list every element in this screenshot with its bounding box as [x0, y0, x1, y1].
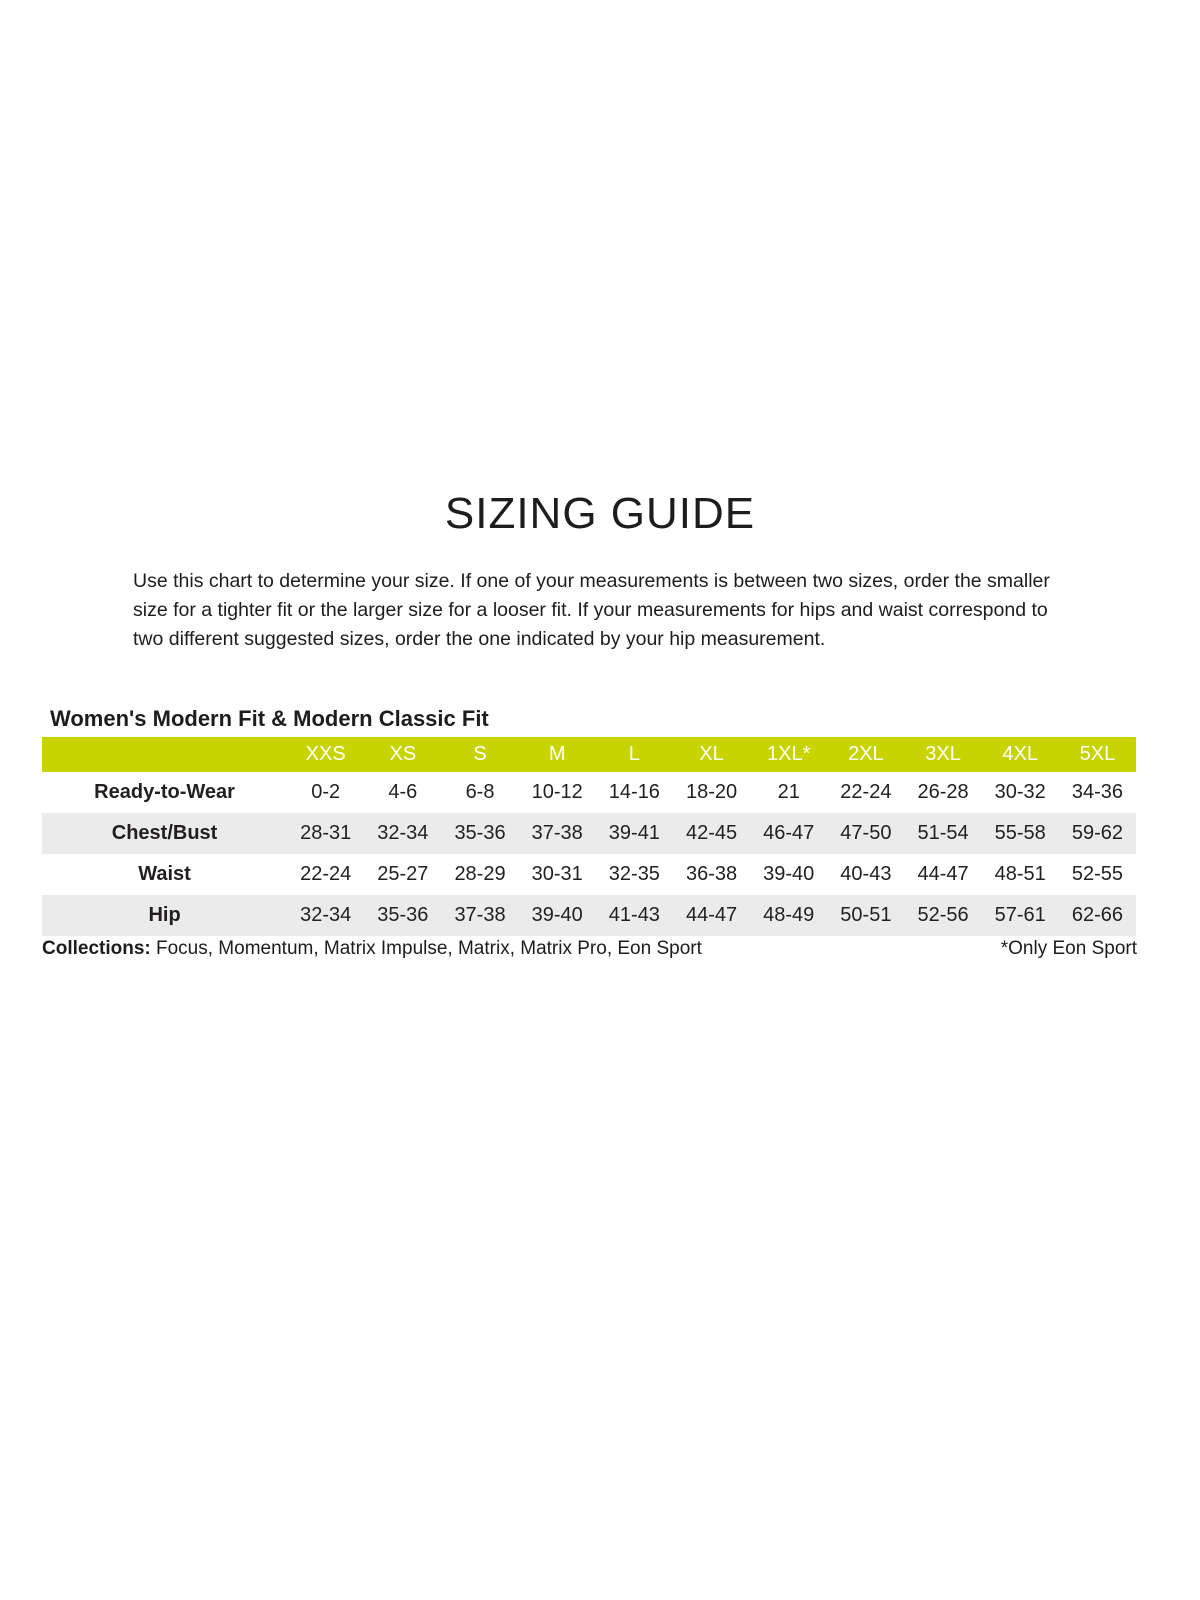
- row-label: Ready-to-Wear: [94, 781, 235, 803]
- size-value-cell: 32-35: [608, 863, 660, 885]
- header-cell-size: 5XL: [1059, 737, 1136, 772]
- header-cell-size: 1XL*: [750, 737, 827, 772]
- size-value-cell: 28-29: [454, 863, 506, 885]
- size-value-cell: 52-56: [917, 904, 969, 926]
- size-value-cell: 50-51: [840, 904, 892, 926]
- row-label: Hip: [148, 904, 181, 926]
- size-value-cell: 34-36: [1071, 781, 1123, 803]
- sizing-table: [42, 737, 1136, 936]
- table-body: [42, 772, 1136, 936]
- table-row: [42, 854, 1136, 895]
- collections-text: [42, 938, 702, 960]
- size-value-cell: 30-32: [994, 781, 1046, 803]
- size-value-cell: 59-62: [1071, 822, 1123, 844]
- header-cell-size: XL: [673, 737, 750, 772]
- row-label: Waist: [138, 863, 191, 885]
- size-value-cell: 47-50: [840, 822, 892, 844]
- size-value-cell: 28-31: [300, 822, 352, 844]
- size-value-cell: 37-38: [531, 822, 583, 844]
- size-value-cell: 25-27: [377, 863, 429, 885]
- page-title: SIZING GUIDE: [444, 489, 756, 539]
- size-value-cell: 51-54: [917, 822, 969, 844]
- size-value-cell: 39-40: [763, 863, 815, 885]
- header-cell-size: S: [441, 737, 518, 772]
- table-row: [42, 772, 1136, 813]
- size-value-cell: 55-58: [994, 822, 1046, 844]
- header-cell-size: XS: [364, 737, 441, 772]
- footer-line: [42, 938, 1137, 960]
- size-value-cell: 40-43: [840, 863, 892, 885]
- size-value-cell: 35-36: [377, 904, 429, 926]
- header-cell-size: 3XL: [904, 737, 981, 772]
- size-value-cell: 32-34: [377, 822, 429, 844]
- size-value-cell: 22-24: [300, 863, 352, 885]
- size-value-cell: 26-28: [917, 781, 969, 803]
- size-value-cell: 30-31: [531, 863, 583, 885]
- size-value-cell: 32-34: [300, 904, 352, 926]
- size-value-cell: 44-47: [685, 904, 738, 926]
- row-label: Chest/Bust: [111, 822, 218, 844]
- size-value-cell: 6-8: [465, 781, 495, 803]
- size-value-cell: 4-6: [388, 781, 418, 803]
- size-value-cell: 10-12: [531, 781, 583, 803]
- header-cell-size: 2XL: [827, 737, 904, 772]
- size-value-cell: 46-47: [763, 822, 815, 844]
- size-value-cell: 52-55: [1071, 863, 1123, 885]
- header-cell-size: L: [596, 737, 673, 772]
- size-value-cell: 57-61: [994, 904, 1046, 926]
- size-table-container: [42, 737, 1136, 936]
- table-header: [42, 737, 1136, 772]
- size-value-cell: 42-45: [685, 822, 738, 844]
- size-value-cell: 35-36: [454, 822, 506, 844]
- size-value-cell: 0-2: [311, 781, 341, 803]
- section-heading-womens-modern-fit: Women's Modern Fit & Modern Classic Fit: [50, 706, 489, 732]
- size-value-cell: 62-66: [1071, 904, 1123, 926]
- header-cell-size: XXS: [287, 737, 364, 772]
- header-cell-size: M: [519, 737, 596, 772]
- collections-label: Collections:: [42, 938, 151, 959]
- table-row: [42, 813, 1136, 854]
- size-value-cell: 48-49: [763, 904, 815, 926]
- size-value-cell: 39-40: [531, 904, 583, 926]
- size-value-cell: 44-47: [917, 863, 969, 885]
- size-value-cell: 14-16: [608, 781, 660, 803]
- size-value-cell: 22-24: [840, 781, 892, 803]
- table-row: [42, 895, 1136, 936]
- header-cell-empty: [42, 737, 287, 772]
- footnote-only-eon-sport: *Only Eon Sport: [1000, 938, 1137, 959]
- size-value-cell: 36-38: [685, 863, 738, 885]
- size-value-cell: 41-43: [608, 904, 660, 926]
- size-value-cell: 37-38: [454, 904, 506, 926]
- size-value-cell: 48-51: [994, 863, 1046, 885]
- header-cell-size: 4XL: [982, 737, 1059, 772]
- intro-paragraph: Use this chart to determine your size. If one of your measurements is between two sizes, order the smaller size for a tighter fit or the larger size for a looser fit. If your measurements for hips and waist correspond to two different suggested sizes, order the one indicated by your hip measurement.: [133, 569, 1050, 650]
- size-value-cell: 18-20: [685, 781, 738, 803]
- size-value-cell: 21: [777, 781, 800, 803]
- header-row: [42, 737, 1136, 772]
- size-value-cell: 39-41: [608, 822, 660, 844]
- collections-list: Focus, Momentum, Matrix Impulse, Matrix, Matrix Pro, Eon Sport: [150, 938, 702, 959]
